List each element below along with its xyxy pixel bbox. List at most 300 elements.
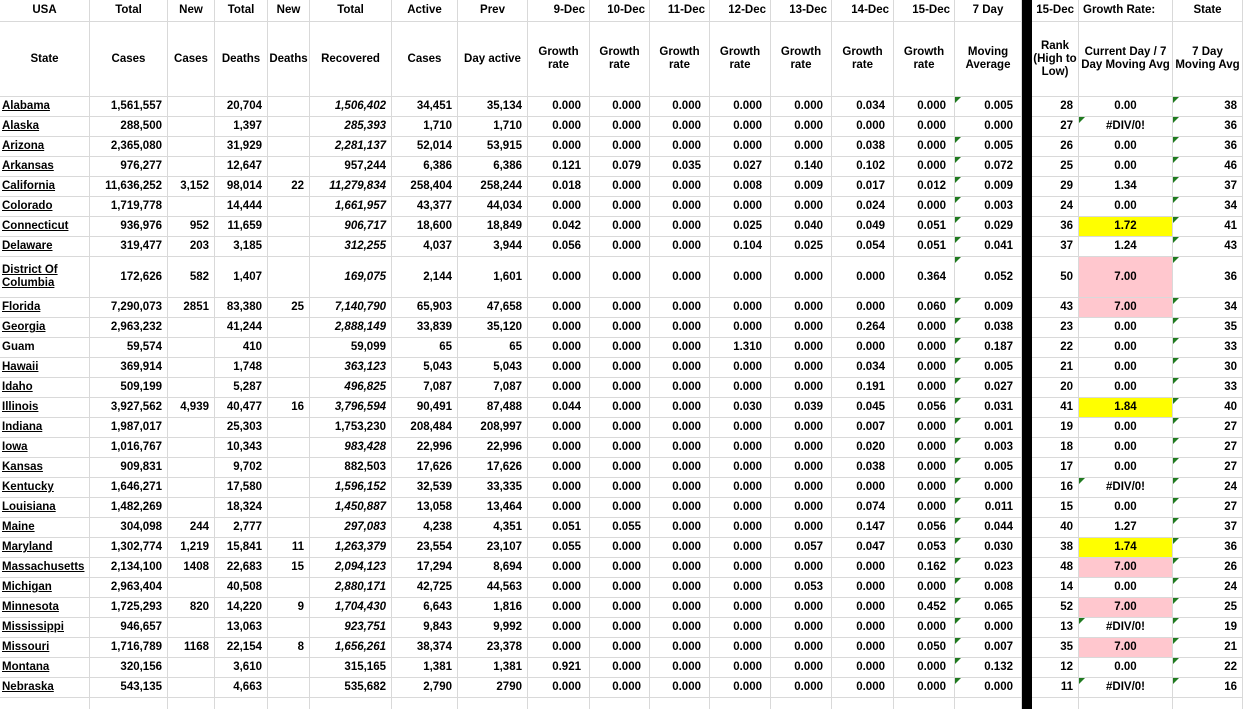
cell-7day-moving-average[interactable]: 0.030 — [955, 538, 1022, 558]
header-active-cases-2[interactable]: Cases — [392, 22, 458, 97]
cell-growth-15dec[interactable]: 0.000 — [894, 358, 955, 378]
cell-total-cases[interactable]: 1,561,557 — [90, 97, 168, 117]
cell-7day-moving-average[interactable]: 0.005 — [955, 458, 1022, 478]
cell-new-cases[interactable] — [168, 117, 215, 137]
cell-prev-day-active[interactable]: 208,997 — [458, 418, 528, 438]
header-total-deaths-1[interactable]: Total — [215, 0, 268, 22]
cell-active-cases[interactable]: 65 — [392, 338, 458, 358]
cell-growth-9dec[interactable]: 0.000 — [528, 197, 590, 217]
cell-7day-moving-average[interactable]: 0.187 — [955, 338, 1022, 358]
cell-growth-9dec[interactable]: 0.044 — [528, 398, 590, 418]
cell-growth-9dec[interactable]: 0.000 — [528, 458, 590, 478]
cell-total-cases[interactable]: 1,987,017 — [90, 418, 168, 438]
cell-growth-10dec[interactable]: 0.000 — [590, 478, 650, 498]
cell-growth-15dec[interactable]: 0.364 — [894, 257, 955, 298]
cell-total-cases[interactable]: 1,646,271 — [90, 478, 168, 498]
cell-state-7day-moving-avg[interactable]: 33 — [1173, 378, 1243, 398]
cell-state-7day-moving-avg[interactable]: 21 — [1173, 638, 1243, 658]
cell-state-name[interactable]: Colorado — [0, 197, 90, 217]
cell-growth-10dec[interactable]: 0.000 — [590, 177, 650, 197]
cell-growth-11dec[interactable]: 0.000 — [650, 598, 710, 618]
cell-growth-13dec[interactable]: 0.025 — [771, 237, 832, 257]
cell-growth-10dec[interactable]: 0.000 — [590, 538, 650, 558]
cell-total-recovered[interactable]: 496,825 — [310, 378, 392, 398]
cell-current-over-7day-avg[interactable]: 1.24 — [1079, 237, 1173, 257]
cell-state-7day-moving-avg[interactable]: 26 — [1173, 558, 1243, 578]
cell-growth-10dec[interactable]: 0.000 — [590, 618, 650, 638]
cell-new-deaths[interactable] — [268, 678, 310, 698]
cell-state-name[interactable]: Michigan — [0, 578, 90, 598]
cell-prev-day-active[interactable]: 9,992 — [458, 618, 528, 638]
cell-growth-10dec[interactable]: 0.000 — [590, 638, 650, 658]
cell-current-over-7day-avg[interactable]: #DIV/0! — [1079, 478, 1173, 498]
cell-7day-moving-average[interactable]: 0.003 — [955, 197, 1022, 217]
cell-growth-11dec[interactable]: 0.000 — [650, 318, 710, 338]
cell-total-recovered[interactable]: 535,682 — [310, 678, 392, 698]
cell-growth-12dec[interactable]: 0.000 — [710, 137, 771, 157]
cell-state-7day-moving-avg[interactable]: 16 — [1173, 678, 1243, 698]
cell-current-over-7day-avg[interactable]: 0.00 — [1079, 338, 1173, 358]
cell-growth-15dec[interactable]: 0.000 — [894, 678, 955, 698]
cell-growth-11dec[interactable]: 0.000 — [650, 578, 710, 598]
cell-current-over-7day-avg[interactable]: 7.00 — [1079, 298, 1173, 318]
cell-new-deaths[interactable] — [268, 578, 310, 598]
cell-growth-15dec[interactable]: 0.000 — [894, 378, 955, 398]
empty-cell[interactable] — [1032, 698, 1079, 709]
cell-growth-15dec[interactable]: 0.000 — [894, 618, 955, 638]
cell-growth-11dec[interactable]: 0.000 — [650, 338, 710, 358]
empty-cell[interactable] — [392, 698, 458, 709]
cell-growth-12dec[interactable]: 0.000 — [710, 578, 771, 598]
cell-state-name[interactable]: Georgia — [0, 318, 90, 338]
cell-growth-14dec[interactable]: 0.000 — [832, 578, 894, 598]
cell-7day-moving-average[interactable]: 0.072 — [955, 157, 1022, 177]
cell-growth-14dec[interactable]: 0.000 — [832, 478, 894, 498]
cell-rank[interactable]: 50 — [1032, 257, 1079, 298]
empty-cell[interactable] — [1173, 698, 1243, 709]
cell-growth-9dec[interactable]: 0.000 — [528, 318, 590, 338]
cell-new-cases[interactable] — [168, 358, 215, 378]
cell-growth-11dec[interactable]: 0.000 — [650, 237, 710, 257]
cell-state-7day-moving-avg[interactable]: 41 — [1173, 217, 1243, 237]
cell-new-cases[interactable] — [168, 658, 215, 678]
cell-growth-9dec[interactable]: 0.055 — [528, 538, 590, 558]
cell-current-over-7day-avg[interactable]: 0.00 — [1079, 498, 1173, 518]
cell-growth-9dec[interactable]: 0.000 — [528, 478, 590, 498]
empty-cell[interactable] — [590, 698, 650, 709]
cell-growth-12dec[interactable]: 0.000 — [710, 257, 771, 298]
cell-rank[interactable]: 25 — [1032, 157, 1079, 177]
cell-current-over-7day-avg[interactable]: #DIV/0! — [1079, 678, 1173, 698]
cell-state-7day-moving-avg[interactable]: 19 — [1173, 618, 1243, 638]
cell-7day-moving-average[interactable]: 0.038 — [955, 318, 1022, 338]
cell-total-recovered[interactable]: 1,656,261 — [310, 638, 392, 658]
cell-total-deaths[interactable]: 17,580 — [215, 478, 268, 498]
header-date-14dec[interactable]: 14-Dec — [832, 0, 894, 22]
cell-growth-15dec[interactable]: 0.000 — [894, 438, 955, 458]
cell-rank[interactable]: 52 — [1032, 598, 1079, 618]
cell-growth-14dec[interactable]: 0.000 — [832, 678, 894, 698]
cell-growth-9dec[interactable]: 0.000 — [528, 338, 590, 358]
cell-growth-12dec[interactable]: 0.000 — [710, 298, 771, 318]
cell-prev-day-active[interactable]: 8,694 — [458, 558, 528, 578]
empty-cell[interactable] — [90, 698, 168, 709]
cell-state-name[interactable]: Alaska — [0, 117, 90, 137]
empty-cell[interactable] — [458, 698, 528, 709]
cell-active-cases[interactable]: 17,294 — [392, 558, 458, 578]
cell-prev-day-active[interactable]: 4,351 — [458, 518, 528, 538]
cell-total-deaths[interactable]: 410 — [215, 338, 268, 358]
cell-state-name[interactable]: Maine — [0, 518, 90, 538]
cell-growth-14dec[interactable]: 0.054 — [832, 237, 894, 257]
cell-growth-11dec[interactable]: 0.000 — [650, 97, 710, 117]
cell-total-recovered[interactable]: 59,099 — [310, 338, 392, 358]
cell-growth-15dec[interactable]: 0.000 — [894, 478, 955, 498]
cell-rank[interactable]: 40 — [1032, 518, 1079, 538]
cell-state-7day-moving-avg[interactable]: 38 — [1173, 97, 1243, 117]
cell-total-recovered[interactable]: 1,704,430 — [310, 598, 392, 618]
cell-growth-10dec[interactable]: 0.000 — [590, 658, 650, 678]
empty-cell[interactable] — [528, 698, 590, 709]
cell-total-cases[interactable]: 319,477 — [90, 237, 168, 257]
cell-state-7day-moving-avg[interactable]: 27 — [1173, 418, 1243, 438]
cell-rank[interactable]: 12 — [1032, 658, 1079, 678]
cell-growth-11dec[interactable]: 0.000 — [650, 458, 710, 478]
header-state-ma-1[interactable]: State — [1173, 0, 1243, 22]
cell-new-cases[interactable] — [168, 578, 215, 598]
cell-state-name[interactable]: Illinois — [0, 398, 90, 418]
cell-growth-13dec[interactable]: 0.039 — [771, 398, 832, 418]
cell-growth-10dec[interactable]: 0.000 — [590, 97, 650, 117]
cell-growth-12dec[interactable]: 0.000 — [710, 478, 771, 498]
cell-total-deaths[interactable]: 9,702 — [215, 458, 268, 478]
cell-growth-13dec[interactable]: 0.000 — [771, 678, 832, 698]
cell-active-cases[interactable]: 6,643 — [392, 598, 458, 618]
cell-growth-14dec[interactable]: 0.000 — [832, 117, 894, 137]
cell-active-cases[interactable]: 208,484 — [392, 418, 458, 438]
cell-rank[interactable]: 41 — [1032, 398, 1079, 418]
cell-growth-15dec[interactable]: 0.000 — [894, 318, 955, 338]
cell-new-cases[interactable] — [168, 137, 215, 157]
cell-active-cases[interactable]: 2,790 — [392, 678, 458, 698]
cell-growth-14dec[interactable]: 0.000 — [832, 618, 894, 638]
cell-total-deaths[interactable]: 15,841 — [215, 538, 268, 558]
cell-total-recovered[interactable]: 3,796,594 — [310, 398, 392, 418]
cell-total-cases[interactable]: 2,365,080 — [90, 137, 168, 157]
cell-7day-moving-average[interactable]: 0.005 — [955, 97, 1022, 117]
cell-current-over-7day-avg[interactable]: 0.00 — [1079, 137, 1173, 157]
cell-total-recovered[interactable]: 169,075 — [310, 257, 392, 298]
empty-cell[interactable] — [771, 698, 832, 709]
cell-active-cases[interactable]: 65,903 — [392, 298, 458, 318]
cell-growth-12dec[interactable]: 0.030 — [710, 398, 771, 418]
cell-state-7day-moving-avg[interactable]: 37 — [1173, 518, 1243, 538]
cell-new-deaths[interactable] — [268, 458, 310, 478]
cell-growth-10dec[interactable]: 0.000 — [590, 338, 650, 358]
cell-state-name[interactable]: Maryland — [0, 538, 90, 558]
header-rank[interactable]: Rank (High to Low) — [1032, 22, 1079, 97]
cell-rank[interactable]: 17 — [1032, 458, 1079, 478]
cell-rank[interactable]: 15 — [1032, 498, 1079, 518]
cell-prev-day-active[interactable]: 18,849 — [458, 217, 528, 237]
cell-growth-15dec[interactable]: 0.000 — [894, 117, 955, 137]
cell-growth-9dec[interactable]: 0.056 — [528, 237, 590, 257]
cell-rank[interactable]: 18 — [1032, 438, 1079, 458]
cell-growth-14dec[interactable]: 0.000 — [832, 338, 894, 358]
cell-growth-12dec[interactable]: 0.000 — [710, 638, 771, 658]
cell-new-cases[interactable] — [168, 378, 215, 398]
cell-growth-14dec[interactable]: 0.038 — [832, 458, 894, 478]
cell-growth-13dec[interactable]: 0.000 — [771, 598, 832, 618]
cell-state-7day-moving-avg[interactable]: 35 — [1173, 318, 1243, 338]
cell-7day-moving-average[interactable]: 0.005 — [955, 358, 1022, 378]
cell-rank[interactable]: 20 — [1032, 378, 1079, 398]
cell-new-cases[interactable]: 203 — [168, 237, 215, 257]
header-total-cases-1[interactable]: Total — [90, 0, 168, 22]
cell-prev-day-active[interactable]: 6,386 — [458, 157, 528, 177]
cell-total-recovered[interactable]: 285,393 — [310, 117, 392, 137]
cell-rank[interactable]: 37 — [1032, 237, 1079, 257]
cell-growth-15dec[interactable]: 0.000 — [894, 498, 955, 518]
cell-rank[interactable]: 16 — [1032, 478, 1079, 498]
cell-growth-14dec[interactable]: 0.147 — [832, 518, 894, 538]
cell-7day-moving-average[interactable]: 0.044 — [955, 518, 1022, 538]
cell-growth-11dec[interactable]: 0.000 — [650, 538, 710, 558]
cell-7day-moving-average[interactable]: 0.000 — [955, 117, 1022, 137]
cell-state-name[interactable]: California — [0, 177, 90, 197]
cell-active-cases[interactable]: 32,539 — [392, 478, 458, 498]
cell-active-cases[interactable]: 22,996 — [392, 438, 458, 458]
cell-growth-12dec[interactable]: 0.104 — [710, 237, 771, 257]
cell-growth-14dec[interactable]: 0.102 — [832, 157, 894, 177]
cell-new-cases[interactable]: 4,939 — [168, 398, 215, 418]
cell-7day-moving-average[interactable]: 0.065 — [955, 598, 1022, 618]
cell-growth-14dec[interactable]: 0.000 — [832, 558, 894, 578]
cell-active-cases[interactable]: 1,381 — [392, 658, 458, 678]
cell-growth-9dec[interactable]: 0.000 — [528, 638, 590, 658]
cell-new-cases[interactable]: 2851 — [168, 298, 215, 318]
header-growth-9dec[interactable]: Growth rate — [528, 22, 590, 97]
header-new-deaths-2[interactable]: Deaths — [268, 22, 310, 97]
empty-cell[interactable] — [0, 698, 90, 709]
empty-cell[interactable] — [955, 698, 1022, 709]
cell-total-cases[interactable]: 909,831 — [90, 458, 168, 478]
cell-new-deaths[interactable]: 25 — [268, 298, 310, 318]
cell-total-recovered[interactable]: 297,083 — [310, 518, 392, 538]
cell-active-cases[interactable]: 43,377 — [392, 197, 458, 217]
cell-growth-10dec[interactable]: 0.000 — [590, 237, 650, 257]
cell-growth-11dec[interactable]: 0.000 — [650, 137, 710, 157]
cell-state-7day-moving-avg[interactable]: 30 — [1173, 358, 1243, 378]
cell-rank[interactable]: 19 — [1032, 418, 1079, 438]
cell-total-deaths[interactable]: 1,397 — [215, 117, 268, 137]
cell-7day-moving-average[interactable]: 0.023 — [955, 558, 1022, 578]
cell-current-over-7day-avg[interactable]: 0.00 — [1079, 318, 1173, 338]
cell-total-deaths[interactable]: 31,929 — [215, 137, 268, 157]
cell-new-deaths[interactable]: 15 — [268, 558, 310, 578]
cell-growth-14dec[interactable]: 0.000 — [832, 638, 894, 658]
cell-total-cases[interactable]: 3,927,562 — [90, 398, 168, 418]
cell-growth-11dec[interactable]: 0.000 — [650, 498, 710, 518]
cell-growth-11dec[interactable]: 0.000 — [650, 197, 710, 217]
cell-total-cases[interactable]: 1,016,767 — [90, 438, 168, 458]
cell-state-name[interactable]: Kentucky — [0, 478, 90, 498]
header-current-over-ma[interactable]: Current Day / 7 Day Moving Avg — [1079, 22, 1173, 97]
cell-total-deaths[interactable]: 5,287 — [215, 378, 268, 398]
cell-new-deaths[interactable] — [268, 137, 310, 157]
cell-new-deaths[interactable] — [268, 438, 310, 458]
cell-rank[interactable]: 36 — [1032, 217, 1079, 237]
cell-growth-15dec[interactable]: 0.012 — [894, 177, 955, 197]
cell-total-deaths[interactable]: 2,777 — [215, 518, 268, 538]
cell-prev-day-active[interactable]: 5,043 — [458, 358, 528, 378]
header-usa[interactable]: USA — [0, 0, 90, 22]
cell-rank[interactable]: 13 — [1032, 618, 1079, 638]
cell-total-cases[interactable]: 946,657 — [90, 618, 168, 638]
cell-new-cases[interactable] — [168, 418, 215, 438]
cell-new-deaths[interactable] — [268, 378, 310, 398]
cell-new-cases[interactable] — [168, 478, 215, 498]
cell-current-over-7day-avg[interactable]: 0.00 — [1079, 157, 1173, 177]
cell-growth-9dec[interactable]: 0.000 — [528, 498, 590, 518]
cell-new-deaths[interactable] — [268, 117, 310, 137]
cell-7day-moving-average[interactable]: 0.041 — [955, 237, 1022, 257]
cell-state-7day-moving-avg[interactable]: 24 — [1173, 478, 1243, 498]
cell-new-deaths[interactable]: 22 — [268, 177, 310, 197]
cell-growth-13dec[interactable]: 0.000 — [771, 197, 832, 217]
header-total-recovered-2[interactable]: Recovered — [310, 22, 392, 97]
cell-current-over-7day-avg[interactable]: 0.00 — [1079, 438, 1173, 458]
cell-new-deaths[interactable] — [268, 658, 310, 678]
cell-growth-10dec[interactable]: 0.000 — [590, 137, 650, 157]
cell-growth-10dec[interactable]: 0.000 — [590, 117, 650, 137]
cell-growth-10dec[interactable]: 0.000 — [590, 257, 650, 298]
cell-active-cases[interactable]: 1,710 — [392, 117, 458, 137]
cell-total-recovered[interactable]: 11,279,834 — [310, 177, 392, 197]
cell-growth-15dec[interactable]: 0.060 — [894, 298, 955, 318]
cell-growth-9dec[interactable]: 0.000 — [528, 438, 590, 458]
cell-state-name[interactable]: Arizona — [0, 137, 90, 157]
header-prev-active-1[interactable]: Prev — [458, 0, 528, 22]
cell-growth-15dec[interactable]: 0.056 — [894, 518, 955, 538]
cell-state-7day-moving-avg[interactable]: 27 — [1173, 438, 1243, 458]
cell-growth-9dec[interactable]: 0.000 — [528, 578, 590, 598]
cell-new-deaths[interactable]: 8 — [268, 638, 310, 658]
header-date-13dec[interactable]: 13-Dec — [771, 0, 832, 22]
cell-total-cases[interactable]: 369,914 — [90, 358, 168, 378]
cell-growth-9dec[interactable]: 0.000 — [528, 618, 590, 638]
cell-growth-12dec[interactable]: 0.000 — [710, 538, 771, 558]
cell-growth-12dec[interactable]: 0.000 — [710, 598, 771, 618]
cell-prev-day-active[interactable]: 53,915 — [458, 137, 528, 157]
cell-current-over-7day-avg[interactable]: 0.00 — [1079, 658, 1173, 678]
cell-new-cases[interactable]: 820 — [168, 598, 215, 618]
cell-state-7day-moving-avg[interactable]: 36 — [1173, 137, 1243, 157]
cell-total-recovered[interactable]: 882,503 — [310, 458, 392, 478]
cell-7day-moving-average[interactable]: 0.132 — [955, 658, 1022, 678]
cell-state-name[interactable]: Montana — [0, 658, 90, 678]
cell-current-over-7day-avg[interactable]: 0.00 — [1079, 578, 1173, 598]
cell-growth-11dec[interactable]: 0.000 — [650, 658, 710, 678]
cell-current-over-7day-avg[interactable]: 7.00 — [1079, 257, 1173, 298]
cell-total-cases[interactable]: 1,482,269 — [90, 498, 168, 518]
cell-growth-15dec[interactable]: 0.000 — [894, 658, 955, 678]
cell-growth-15dec[interactable]: 0.000 — [894, 458, 955, 478]
header-date-12dec[interactable]: 12-Dec — [710, 0, 771, 22]
cell-total-deaths[interactable]: 20,704 — [215, 97, 268, 117]
cell-total-cases[interactable]: 2,963,404 — [90, 578, 168, 598]
header-active-cases-1[interactable]: Active — [392, 0, 458, 22]
cell-active-cases[interactable]: 258,404 — [392, 177, 458, 197]
header-state-ma-2[interactable]: 7 Day Moving Avg — [1173, 22, 1243, 97]
header-date-11dec[interactable]: 11-Dec — [650, 0, 710, 22]
header-growth-rate[interactable]: Growth Rate: — [1079, 0, 1173, 22]
header-growth-10dec[interactable]: Growth rate — [590, 22, 650, 97]
empty-cell[interactable] — [832, 698, 894, 709]
cell-growth-9dec[interactable]: 0.000 — [528, 97, 590, 117]
cell-growth-14dec[interactable]: 0.024 — [832, 197, 894, 217]
cell-growth-15dec[interactable]: 0.056 — [894, 398, 955, 418]
cell-active-cases[interactable]: 90,491 — [392, 398, 458, 418]
cell-state-name[interactable]: Minnesota — [0, 598, 90, 618]
empty-cell[interactable] — [268, 698, 310, 709]
cell-total-recovered[interactable]: 1,506,402 — [310, 97, 392, 117]
cell-growth-13dec[interactable]: 0.000 — [771, 117, 832, 137]
cell-growth-15dec[interactable]: 0.051 — [894, 217, 955, 237]
cell-growth-13dec[interactable]: 0.000 — [771, 97, 832, 117]
cell-growth-15dec[interactable]: 0.000 — [894, 137, 955, 157]
cell-growth-12dec[interactable]: 0.000 — [710, 358, 771, 378]
cell-growth-15dec[interactable]: 0.162 — [894, 558, 955, 578]
cell-total-deaths[interactable]: 40,477 — [215, 398, 268, 418]
cell-total-deaths[interactable]: 98,014 — [215, 177, 268, 197]
cell-state-7day-moving-avg[interactable]: 34 — [1173, 298, 1243, 318]
cell-new-cases[interactable] — [168, 338, 215, 358]
cell-state-7day-moving-avg[interactable]: 36 — [1173, 117, 1243, 137]
cell-growth-14dec[interactable]: 0.000 — [832, 658, 894, 678]
cell-state-name[interactable]: Connecticut — [0, 217, 90, 237]
cell-total-cases[interactable]: 11,636,252 — [90, 177, 168, 197]
cell-growth-11dec[interactable]: 0.000 — [650, 378, 710, 398]
cell-state-name[interactable]: Nebraska — [0, 678, 90, 698]
cell-total-deaths[interactable]: 3,610 — [215, 658, 268, 678]
cell-total-deaths[interactable]: 22,154 — [215, 638, 268, 658]
cell-growth-11dec[interactable]: 0.000 — [650, 217, 710, 237]
cell-total-cases[interactable]: 320,156 — [90, 658, 168, 678]
cell-growth-9dec[interactable]: 0.000 — [528, 378, 590, 398]
cell-state-name[interactable]: Florida — [0, 298, 90, 318]
header-date-15dec[interactable]: 15-Dec — [894, 0, 955, 22]
cell-new-deaths[interactable] — [268, 478, 310, 498]
cell-growth-11dec[interactable]: 0.000 — [650, 358, 710, 378]
cell-prev-day-active[interactable]: 1,601 — [458, 257, 528, 298]
cell-state-7day-moving-avg[interactable]: 40 — [1173, 398, 1243, 418]
cell-new-cases[interactable] — [168, 458, 215, 478]
cell-growth-9dec[interactable]: 0.042 — [528, 217, 590, 237]
cell-growth-13dec[interactable]: 0.000 — [771, 137, 832, 157]
cell-growth-9dec[interactable]: 0.000 — [528, 558, 590, 578]
cell-current-over-7day-avg[interactable]: 0.00 — [1079, 458, 1173, 478]
cell-new-cases[interactable] — [168, 97, 215, 117]
cell-growth-9dec[interactable]: 0.000 — [528, 358, 590, 378]
cell-total-recovered[interactable]: 312,255 — [310, 237, 392, 257]
cell-growth-14dec[interactable]: 0.034 — [832, 358, 894, 378]
cell-current-over-7day-avg[interactable]: 1.27 — [1079, 518, 1173, 538]
cell-prev-day-active[interactable]: 1,381 — [458, 658, 528, 678]
header-growth-15dec[interactable]: Growth rate — [894, 22, 955, 97]
cell-growth-11dec[interactable]: 0.000 — [650, 618, 710, 638]
cell-state-7day-moving-avg[interactable]: 34 — [1173, 197, 1243, 217]
